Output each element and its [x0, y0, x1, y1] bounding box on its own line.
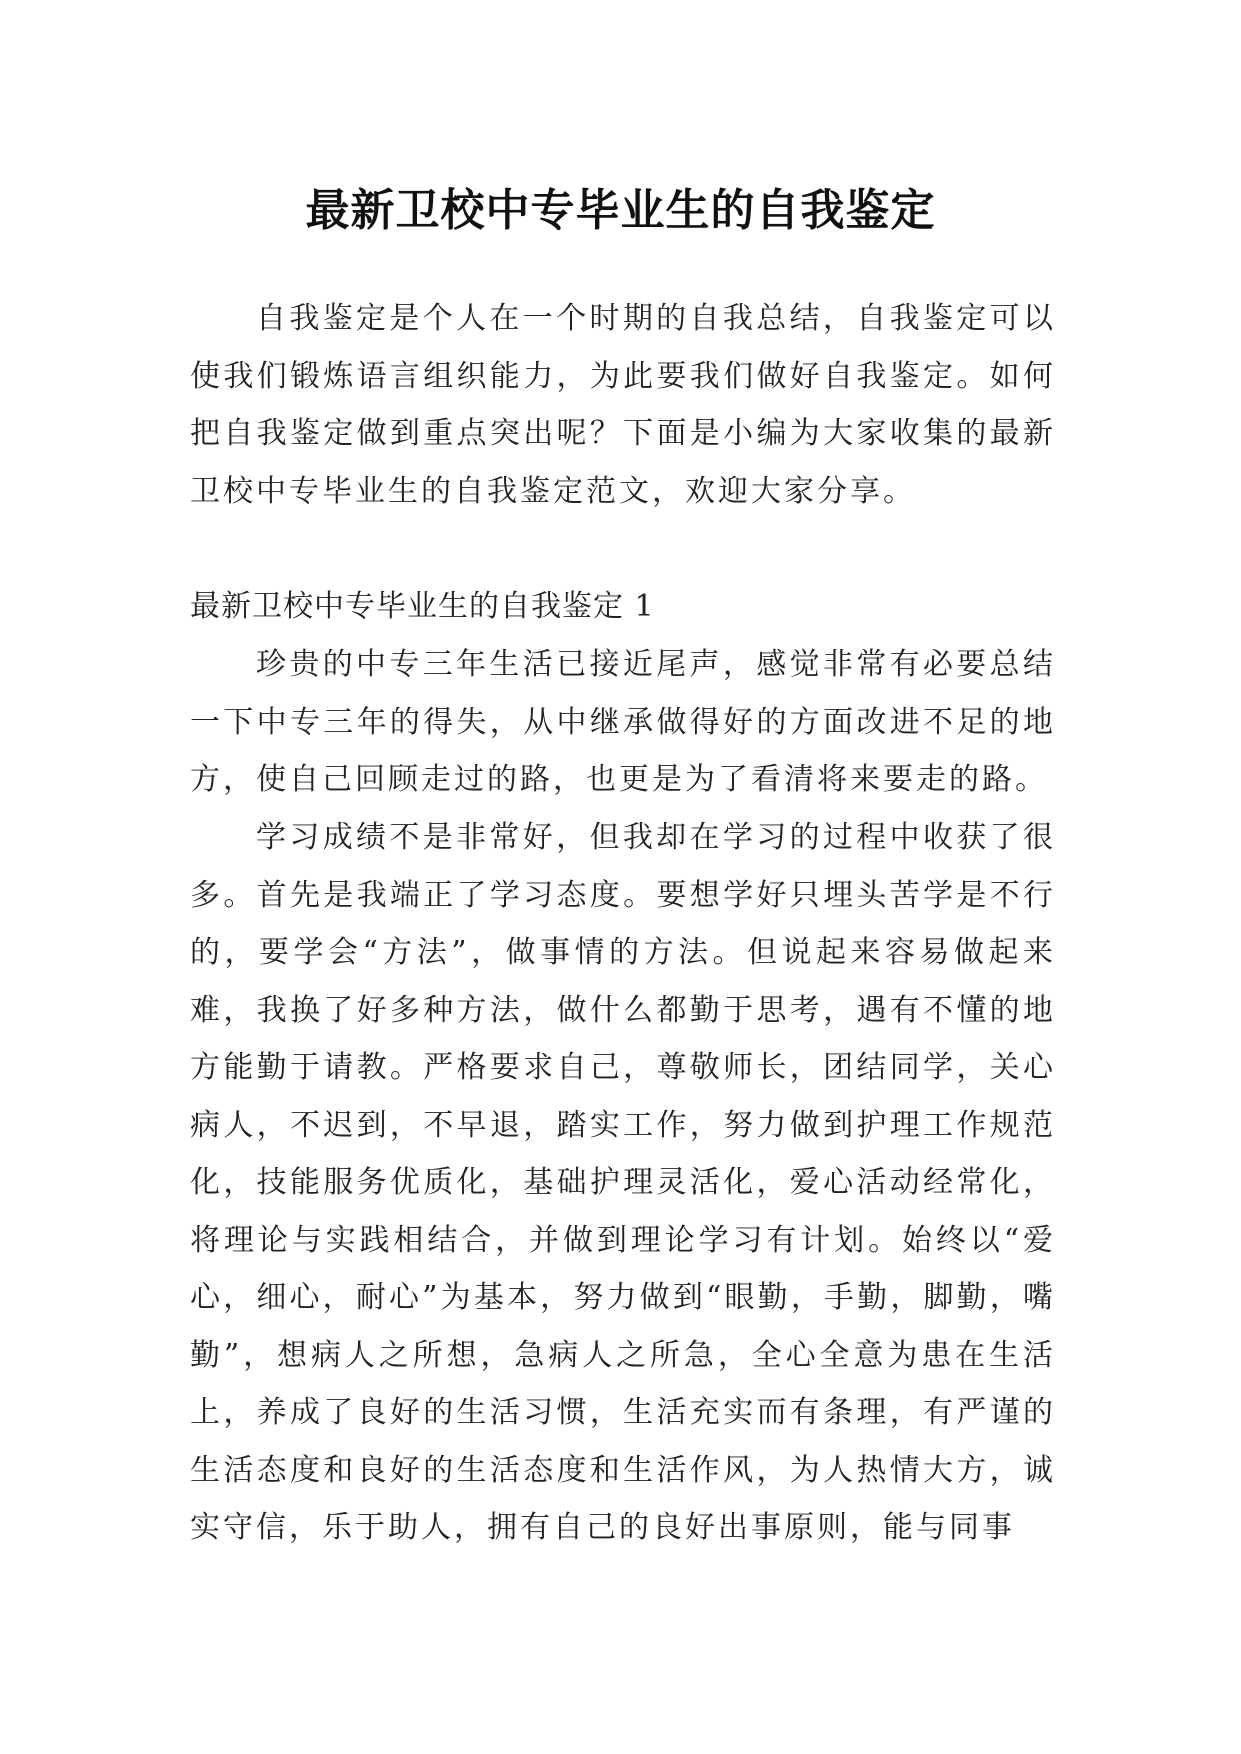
intro-paragraph: 自我鉴定是个人在一个时期的自我总结，自我鉴定可以使我们锻炼语言组织能力，为此要我们做好自我鉴定。如何把自我鉴定做到重点突出呢？下面是小编为大家收集的最新卫校中专毕业生的自我鉴定范文，欢迎大家分享。: [190, 301, 1056, 509]
section-heading: 最新卫校中专毕业生的自我鉴定 1: [190, 589, 655, 624]
body-paragraph-2: 学习成绩不是非常好，但我却在学习的过程中收获了很多。首先是我端正了学习态度。要想学好只埋头苦学是不行的，要学会“方法”，做事情的方法。但说起来容易做起来难，我换了好多种方法，做什么都勤于思考，遇有不懂的地方能勤于请教。严格要求自己，尊敬师长，团结同学，关心病人，不迟到，不早退，踏实工作，努力做到护理工作规范化，技能服务优质化，基础护理灵活化，爱心活动经常化，将理论与实践相结合，并做到理论学习有计划。始终以“爱心，细心，耐心”为基本，努力做到“眼勤，手勤，脚勤，嘴勤”，想病人之所想，急病人之所急，全心全意为患在生活上，养成了良好的生活习惯，生活充实而有条理，有严谨的生活态度和良好的生活态度和生活作风，为人热情大方，诚实守信，乐于助人，拥有自己的良好出事原则，能与同事: [190, 820, 1056, 1545]
body-paragraph-1: 珍贵的中专三年生活已接近尾声，感觉非常有必要总结一下中专三年的得失，从中继承做得好的方面改进不足的地方，使自己回顾走过的路，也更是为了看清将来要走的路。: [190, 647, 1056, 797]
document-title: 最新卫校中专毕业生的自我鉴定: [305, 185, 936, 237]
